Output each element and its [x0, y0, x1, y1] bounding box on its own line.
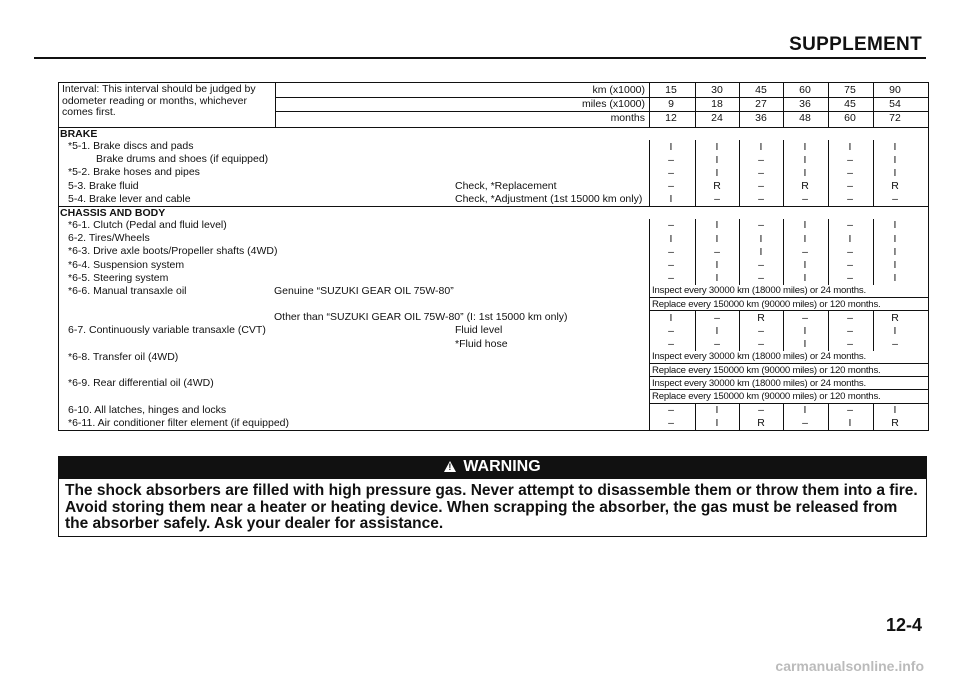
value-area-line: [649, 140, 650, 153]
table-row: [59, 285, 928, 298]
schedule-value: –: [802, 311, 808, 324]
page-number: 12-4: [885, 615, 922, 635]
column-line: [783, 324, 784, 337]
section-title-text: CHASSIS AND BODY: [60, 206, 166, 219]
item-label: *5-2. Brake hoses and pipes: [68, 166, 200, 179]
schedule-value: –: [847, 153, 853, 166]
schedule-value: –: [668, 324, 674, 337]
schedule-value: I: [893, 259, 897, 271]
warning-triangle-icon: [444, 461, 456, 472]
schedule-value: I: [803, 259, 807, 271]
header-column-line: [828, 83, 829, 127]
schedule-value: I: [848, 417, 852, 430]
value-area-line: [649, 180, 650, 193]
schedule-value: –: [847, 219, 853, 232]
column-line: [695, 193, 696, 206]
column-line: [873, 272, 874, 285]
schedule-value: I: [848, 232, 852, 245]
column-line: [783, 259, 784, 272]
value-area-line: [649, 404, 650, 417]
schedule-value: I: [715, 219, 719, 232]
column-line: [739, 140, 740, 153]
unit-value: 90: [889, 84, 901, 96]
interval-span-note: Replace every 150000 km (90000 miles) or 120 months.: [652, 390, 881, 402]
header-column-line: [873, 83, 874, 127]
table-row: [59, 351, 928, 364]
schedule-value: I: [715, 153, 719, 166]
schedule-value: I: [803, 219, 807, 232]
column-line: [695, 140, 696, 153]
item-note: Other than “SUZUKI GEAR OIL 75W-80” (I: 1st 15000 km only): [274, 311, 568, 324]
column-line: [695, 219, 696, 232]
value-area-line: [649, 245, 650, 258]
schedule-value: I: [803, 324, 807, 337]
column-line: [695, 259, 696, 272]
schedule-value: I: [759, 245, 763, 258]
column-line: [739, 245, 740, 258]
column-line: [695, 232, 696, 245]
header-title: SUPPLEMENT: [789, 34, 922, 55]
schedule-value: –: [847, 193, 853, 206]
table-row: [59, 390, 928, 403]
column-line: [739, 153, 740, 166]
schedule-value: –: [847, 245, 853, 258]
table-row: [59, 364, 928, 377]
schedule-value: I: [848, 140, 852, 153]
header-column-line: [739, 83, 740, 127]
column-line: [873, 153, 874, 166]
item-label: 5-3. Brake fluid: [68, 179, 139, 192]
table-row: [59, 193, 928, 206]
unit-value: 15: [665, 84, 677, 96]
column-line: [739, 272, 740, 285]
table-row: [59, 311, 928, 324]
value-area-line: [649, 272, 650, 285]
schedule-value: I: [759, 232, 763, 245]
schedule-value: R: [891, 311, 899, 324]
column-line: [695, 404, 696, 417]
schedule-value: I: [669, 140, 673, 153]
unit-value: 54: [889, 98, 901, 110]
column-line: [695, 272, 696, 285]
schedule-value: I: [893, 219, 897, 232]
column-line: [828, 193, 829, 206]
schedule-value: R: [801, 180, 809, 193]
unit-value: 30: [711, 84, 723, 96]
column-line: [695, 324, 696, 337]
schedule-value: I: [715, 404, 719, 417]
column-line: [873, 166, 874, 179]
column-line: [828, 219, 829, 232]
warning-banner: [58, 456, 927, 478]
schedule-value: –: [758, 219, 764, 232]
column-line: [739, 311, 740, 324]
column-line: [739, 166, 740, 179]
column-line: [828, 272, 829, 285]
schedule-header: [59, 83, 928, 128]
column-line: [828, 404, 829, 417]
schedule-value: I: [803, 338, 807, 351]
column-line: [695, 311, 696, 324]
value-area-line: [649, 417, 650, 430]
schedule-value: I: [669, 232, 673, 245]
schedule-value: I: [715, 272, 719, 285]
column-line: [873, 324, 874, 337]
column-line: [828, 311, 829, 324]
schedule-value: I: [893, 404, 897, 417]
column-line: [783, 311, 784, 324]
schedule-value: I: [715, 166, 719, 179]
unit-value: 24: [711, 112, 723, 124]
table-row: [59, 404, 928, 417]
value-area-line: [649, 298, 650, 311]
item-note: Fluid level: [455, 324, 503, 337]
item-label: *6-4. Suspension system: [68, 258, 185, 271]
schedule-value: –: [668, 259, 674, 271]
item-label: 6-7. Continuously variable transaxle (CVT): [68, 324, 266, 337]
column-line: [828, 259, 829, 272]
column-line: [828, 166, 829, 179]
schedule-value: –: [847, 324, 853, 337]
column-line: [739, 338, 740, 351]
schedule-value: –: [714, 338, 720, 351]
unit-value: 60: [799, 84, 811, 96]
value-area-line: [649, 390, 650, 403]
column-line: [828, 153, 829, 166]
unit-value: 48: [799, 112, 811, 124]
schedule-value: R: [757, 311, 765, 324]
schedule-value: –: [892, 193, 898, 206]
schedule-value: –: [758, 272, 764, 285]
schedule-value: –: [802, 245, 808, 258]
column-line: [828, 232, 829, 245]
column-line: [873, 259, 874, 272]
column-line: [739, 180, 740, 193]
schedule-value: I: [715, 259, 719, 271]
schedule-value: –: [847, 338, 853, 351]
unit-value: 9: [668, 98, 674, 110]
column-line: [873, 245, 874, 258]
schedule-value: I: [803, 404, 807, 417]
unit-label: months: [610, 112, 645, 124]
schedule-value: R: [757, 417, 765, 430]
schedule-value: R: [891, 417, 899, 430]
column-line: [873, 193, 874, 206]
column-line: [873, 311, 874, 324]
column-line: [828, 417, 829, 430]
item-label: Brake drums and shoes (if equipped): [96, 153, 269, 166]
column-line: [828, 338, 829, 351]
schedule-value: –: [714, 193, 720, 206]
item-note: *Fluid hose: [455, 337, 508, 350]
value-area-line: [649, 193, 650, 206]
header-column-line: [783, 83, 784, 127]
header-column-line: [695, 83, 696, 127]
interval-span-note: Inspect every 30000 km (18000 miles) or 24 months.: [652, 285, 866, 297]
value-area-line: [649, 259, 650, 272]
header-separator: [275, 83, 276, 127]
schedule-value: I: [715, 140, 719, 153]
column-line: [783, 232, 784, 245]
schedule-value: I: [715, 417, 719, 430]
schedule-value: I: [893, 232, 897, 245]
column-line: [828, 245, 829, 258]
column-line: [739, 404, 740, 417]
schedule-value: –: [758, 259, 764, 271]
item-label: *6-1. Clutch (Pedal and fluid level): [68, 218, 227, 231]
unit-value: 36: [799, 98, 811, 110]
item-note: Genuine “SUZUKI GEAR OIL 75W-80”: [274, 284, 454, 297]
schedule-value: –: [668, 417, 674, 430]
header-value-line: [649, 83, 650, 127]
column-line: [783, 140, 784, 153]
column-line: [873, 338, 874, 351]
item-label: *5-1. Brake discs and pads: [68, 140, 194, 152]
unit-value: 12: [665, 112, 677, 124]
column-line: [783, 404, 784, 417]
schedule-value: I: [669, 193, 673, 206]
value-area-line: [649, 338, 650, 351]
schedule-value: –: [802, 417, 808, 430]
value-area-line: [649, 153, 650, 166]
column-line: [873, 417, 874, 430]
schedule-value: I: [803, 153, 807, 166]
schedule-value: –: [668, 338, 674, 351]
column-line: [783, 153, 784, 166]
schedule-value: I: [893, 324, 897, 337]
schedule-value: I: [715, 324, 719, 337]
table-row: [59, 259, 928, 272]
schedule-value: –: [758, 180, 764, 193]
schedule-value: I: [803, 166, 807, 179]
schedule-value: I: [759, 140, 763, 153]
column-line: [783, 219, 784, 232]
schedule-value: –: [847, 259, 853, 271]
table-row: [59, 232, 928, 245]
column-line: [739, 324, 740, 337]
column-line: [828, 140, 829, 153]
item-label: *6-11. Air conditioner filter element (if equipped): [68, 416, 290, 429]
schedule-value: –: [668, 272, 674, 285]
table-row: [59, 180, 928, 193]
item-label: 6-2. Tires/Wheels: [68, 232, 150, 245]
item-label: *6-8. Transfer oil (4WD): [68, 350, 179, 363]
table-row: [59, 324, 928, 337]
value-area-line: [649, 166, 650, 179]
table-row: [59, 272, 928, 285]
schedule-value: –: [668, 219, 674, 232]
item-label: *6-5. Steering system: [68, 271, 169, 284]
unit-value: 45: [755, 84, 767, 96]
schedule-value: –: [892, 338, 898, 351]
column-line: [873, 219, 874, 232]
warning-body: The shock absorbers are filled with high pressure gas. Never attempt to disassemble them or throw them into a fire. Avoid storing them near a heater or heating device. When scrapping the absorber, the gas must be released from the absorber safely. Ask your dealer for assistance.: [65, 482, 918, 532]
value-area-line: [649, 351, 650, 364]
schedule-value: –: [802, 193, 808, 206]
schedule-value: –: [758, 153, 764, 166]
schedule-value: –: [668, 180, 674, 193]
value-area-line: [649, 219, 650, 232]
schedule-value: –: [668, 153, 674, 166]
column-line: [739, 193, 740, 206]
section-title-text: BRAKE: [60, 128, 98, 140]
column-line: [873, 232, 874, 245]
schedule-value: I: [893, 272, 897, 285]
column-line: [695, 166, 696, 179]
schedule-value: –: [758, 193, 764, 206]
value-area-line: [649, 324, 650, 337]
column-line: [739, 417, 740, 430]
watermark: carmanualsonline.info: [775, 658, 924, 674]
unit-value: 45: [844, 98, 856, 110]
unit-value: 27: [755, 98, 767, 110]
column-line: [695, 338, 696, 351]
schedule-value: –: [758, 324, 764, 337]
table-row: [59, 298, 928, 311]
item-note: Check, *Replacement: [455, 179, 557, 192]
item-label: 6-10. All latches, hinges and locks: [68, 403, 227, 416]
schedule-value: I: [715, 232, 719, 245]
schedule-value: I: [803, 232, 807, 245]
interval-span-note: Inspect every 30000 km (18000 miles) or 24 months.: [652, 377, 866, 389]
schedule-value: R: [891, 180, 899, 193]
section-title: [59, 128, 928, 140]
column-line: [828, 324, 829, 337]
value-area-line: [649, 232, 650, 245]
schedule-value: –: [758, 404, 764, 417]
table-row: [59, 153, 928, 166]
unit-label: km (x1000): [592, 84, 645, 96]
column-line: [783, 417, 784, 430]
schedule-value: –: [668, 245, 674, 258]
section-title: [59, 206, 928, 219]
column-line: [695, 245, 696, 258]
column-line: [783, 180, 784, 193]
schedule-value: I: [669, 311, 673, 324]
schedule-value: –: [847, 180, 853, 193]
table-row: [59, 219, 928, 232]
schedule-value: –: [847, 404, 853, 417]
value-area-line: [649, 377, 650, 390]
column-line: [783, 245, 784, 258]
schedule-value: –: [758, 338, 764, 351]
warning-title: WARNING: [463, 458, 541, 475]
unit-label: miles (x1000): [581, 98, 645, 110]
column-line: [873, 140, 874, 153]
column-line: [739, 259, 740, 272]
column-line: [695, 153, 696, 166]
unit-value: 36: [755, 112, 767, 124]
column-line: [695, 417, 696, 430]
schedule-value: –: [847, 272, 853, 285]
schedule-value: I: [893, 166, 897, 179]
schedule-value: I: [803, 272, 807, 285]
interval-span-note: Inspect every 30000 km (18000 miles) or 24 months.: [652, 351, 866, 363]
schedule-value: –: [714, 245, 720, 258]
table-row: [59, 377, 928, 390]
schedule-value: –: [847, 166, 853, 179]
table-row: [59, 140, 928, 153]
unit-value: 60: [844, 112, 856, 124]
item-label: *6-6. Manual transaxle oil: [68, 284, 187, 297]
unit-value: 18: [711, 98, 723, 110]
interval-span-note: Replace every 150000 km (90000 miles) or 120 months.: [652, 364, 881, 376]
maintenance-schedule-table: [58, 82, 929, 431]
unit-value: 72: [889, 112, 901, 124]
interval-span-note: Replace every 150000 km (90000 miles) or 120 months.: [652, 298, 881, 310]
warning-box: [58, 478, 927, 537]
column-line: [873, 404, 874, 417]
column-line: [695, 180, 696, 193]
column-line: [873, 180, 874, 193]
column-line: [828, 180, 829, 193]
item-label: *6-9. Rear differential oil (4WD): [68, 377, 214, 390]
interval-note: Interval: This interval should be judged by odometer reading or months, whichever comes first.: [62, 83, 256, 118]
schedule-value: –: [847, 311, 853, 324]
item-label: *6-3. Drive axle boots/Propeller shafts (4WD): [68, 245, 278, 258]
table-row: [59, 245, 928, 258]
schedule-value: –: [668, 404, 674, 417]
schedule-value: I: [893, 140, 897, 153]
column-line: [783, 272, 784, 285]
item-note: Check, *Adjustment (1st 15000 km only): [455, 192, 643, 205]
column-line: [739, 232, 740, 245]
unit-value: 75: [844, 84, 856, 96]
table-row: [59, 417, 928, 430]
schedule-value: R: [713, 180, 721, 193]
schedule-value: –: [758, 166, 764, 179]
column-line: [783, 338, 784, 351]
schedule-value: –: [668, 166, 674, 179]
schedule-value: I: [893, 245, 897, 258]
value-area-line: [649, 364, 650, 377]
column-line: [783, 193, 784, 206]
table-row: [59, 166, 928, 179]
table-row: [59, 338, 928, 351]
schedule-value: I: [803, 140, 807, 153]
column-line: [783, 166, 784, 179]
schedule-value: –: [714, 311, 720, 324]
value-area-line: [649, 311, 650, 324]
value-area-line: [649, 285, 650, 298]
item-label: 5-4. Brake lever and cable: [68, 192, 191, 205]
column-line: [739, 219, 740, 232]
header-rule: [34, 57, 926, 59]
schedule-value: I: [893, 153, 897, 166]
